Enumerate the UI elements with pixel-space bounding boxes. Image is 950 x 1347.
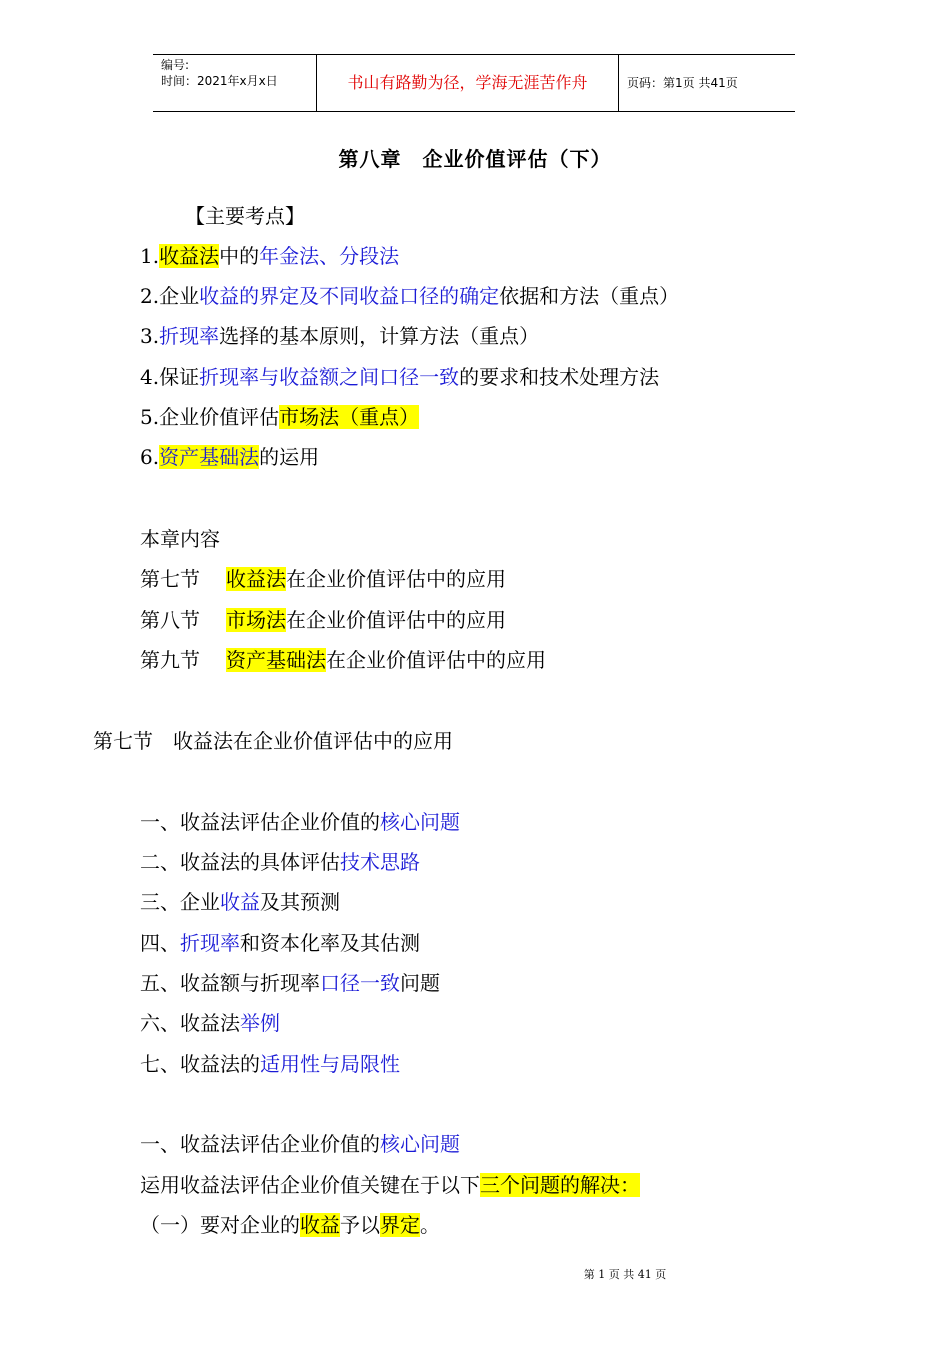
contents-section-item: 第七节 收益法在企业价值评估中的应用 bbox=[140, 567, 506, 591]
body-paragraph: （一）要对企业的收益予以界定。 bbox=[140, 1213, 440, 1237]
outline-item: 一、收益法评估企业价值的核心问题 bbox=[140, 810, 460, 834]
outline-item: 二、收益法的具体评估技术思路 bbox=[140, 850, 420, 874]
key-point-item: 6.资产基础法的运用 bbox=[140, 445, 320, 469]
section7-heading: 第七节 收益法在企业价值评估中的应用 bbox=[93, 729, 453, 753]
header-meta-cell bbox=[153, 55, 316, 111]
number-label: 编号: bbox=[161, 58, 190, 72]
contents-section-item: 第八节 市场法在企业价值评估中的应用 bbox=[140, 608, 506, 632]
key-point-item: 1.收益法中的年金法、分段法 bbox=[140, 244, 400, 268]
key-point-item: 5.企业价值评估市场法（重点） bbox=[140, 405, 420, 429]
page-number: 第 1 页 共 41 页 bbox=[583, 1268, 667, 1281]
outline-item: 七、收益法的适用性与局限性 bbox=[140, 1052, 400, 1076]
outline-item: 四、折现率和资本化率及其估测 bbox=[140, 931, 420, 955]
header-motto: 书山有路勤为径，学海无涯苦作舟 bbox=[316, 55, 619, 111]
key-point-item: 2.企业收益的界定及不同收益口径的确定依据和方法（重点） bbox=[140, 284, 680, 308]
contents-heading: 本章内容 bbox=[140, 527, 220, 551]
body-paragraph: 运用收益法评估企业价值关键在于以下三个问题的解决： bbox=[140, 1173, 640, 1197]
key-points-heading: 【主要考点】 bbox=[185, 204, 305, 228]
page-footer bbox=[0, 1266, 950, 1282]
outline-item: 六、收益法举例 bbox=[140, 1011, 280, 1035]
page-header-table bbox=[153, 54, 795, 112]
outline-item: 三、企业收益及其预测 bbox=[140, 890, 340, 914]
subsection-heading: 一、收益法评估企业价值的核心问题 bbox=[140, 1132, 460, 1156]
contents-section-item: 第九节 资产基础法在企业价值评估中的应用 bbox=[140, 648, 546, 672]
key-point-item: 4.保证折现率与收益额之间口径一致的要求和技术处理方法 bbox=[140, 365, 660, 389]
key-point-item: 3.折现率选择的基本原则，计算方法（重点） bbox=[140, 324, 540, 348]
header-page-info: 页码：第1页 共41页 bbox=[627, 76, 738, 90]
chapter-title: 第八章 企业价值评估（下） bbox=[338, 147, 612, 171]
time-label: 时间：2021年x月x日 bbox=[161, 74, 278, 88]
outline-item: 五、收益额与折现率口径一致问题 bbox=[140, 971, 440, 995]
